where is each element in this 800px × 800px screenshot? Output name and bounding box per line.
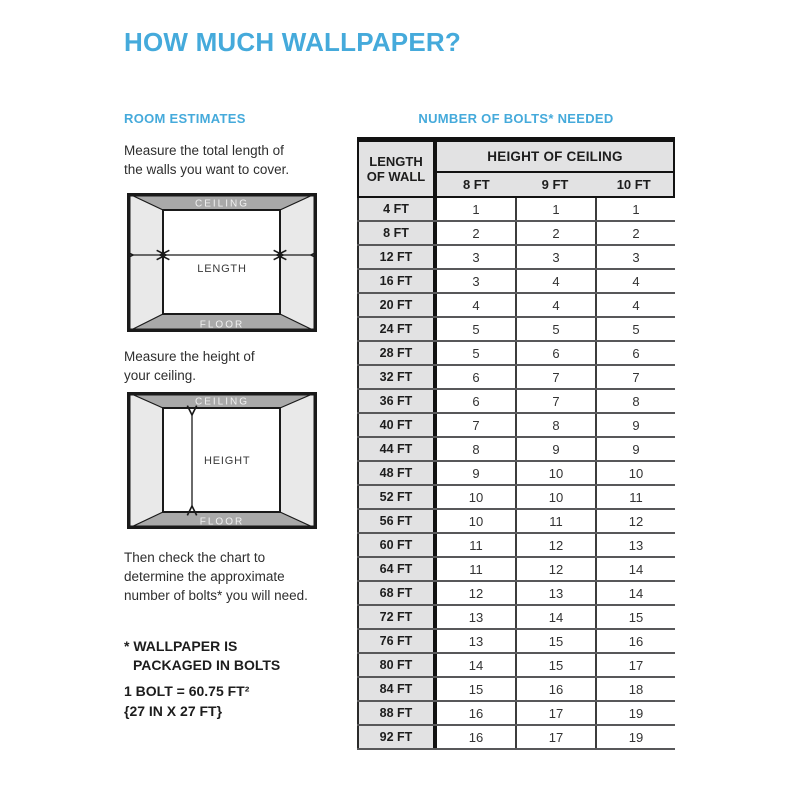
table-row: [357, 342, 675, 366]
table-row: [357, 438, 675, 462]
table-row: [357, 222, 675, 246]
bolt-count-cell: 1: [517, 198, 597, 220]
wall-length-label: 56 FT: [357, 510, 437, 532]
table-row: [357, 198, 675, 222]
instruction-step-3-line-2: determine the approximate: [124, 569, 285, 584]
page-title: HOW MUCH WALLPAPER?: [124, 27, 461, 57]
bolt-count-cell: 6: [437, 366, 517, 388]
group-header-height-of-ceiling: HEIGHT OF CEILING: [437, 142, 675, 173]
bolt-count-cell: 5: [437, 342, 517, 364]
table-row: [357, 294, 675, 318]
bolt-count-cell: 19: [628, 705, 644, 721]
wallpaper-bolts-footnote: [124, 637, 280, 675]
wall-length-label: 36 FT: [357, 390, 437, 412]
table-row: [357, 510, 675, 534]
wall-length-label: 4 FT: [357, 198, 437, 220]
table-row: [357, 606, 675, 630]
bolt-count-cell: 17: [628, 657, 644, 673]
wall-length-label: 28 FT: [357, 342, 437, 364]
col-header-8ft: 8 FT: [462, 177, 490, 192]
wall-length-label: 52 FT: [357, 486, 437, 508]
bolt-count-cell: 8: [632, 393, 640, 409]
corner-header-line-2: OF WALL: [366, 169, 426, 184]
left-wall: [127, 193, 163, 332]
table-row: [357, 534, 675, 558]
instruction-step-3: [124, 548, 308, 605]
table-row: [357, 582, 675, 606]
bolt-count-cell: 18: [628, 681, 644, 697]
table-row: [357, 414, 675, 438]
bolt-count-cell: 3: [632, 249, 640, 265]
length-label: LENGTH: [197, 263, 247, 275]
bolt-count-cell: 11: [629, 489, 643, 505]
bolt-count-cell: 14: [628, 585, 644, 601]
bolt-count-cell: 5: [517, 318, 597, 340]
wall-length-label: 12 FT: [357, 246, 437, 268]
bolt-count-cell: 12: [437, 582, 517, 604]
instruction-step-3-line-3: number of bolts* you will need.: [124, 588, 308, 603]
bolt-count-cell: 4: [437, 294, 517, 316]
table-row: [357, 390, 675, 414]
wall-length-label: 8 FT: [357, 222, 437, 244]
wall-length-label: 72 FT: [357, 606, 437, 628]
bolt-count-cell: 8: [437, 438, 517, 460]
section-heading-room-estimates: ROOM ESTIMATES: [124, 111, 246, 126]
bolt-size-line-1: 1 BOLT = 60.75 FT²: [124, 683, 250, 699]
bolt-count-cell: 13: [437, 630, 517, 652]
bolt-count-cell: 9: [632, 417, 640, 433]
bolt-count-cell: 4: [632, 297, 640, 313]
bolt-size-line-2: {27 IN X 27 FT}: [124, 703, 223, 719]
room-height-diagram: [127, 392, 317, 529]
bolt-count-cell: 16: [437, 702, 517, 724]
bolt-count-cell: 15: [628, 609, 644, 625]
bolt-count-cell: 9: [517, 438, 597, 460]
footnote-line-1: * WALLPAPER IS: [124, 638, 238, 654]
instruction-step-1: [124, 141, 289, 179]
floor-label: FLOOR: [199, 319, 245, 331]
bolt-count-cell: 2: [632, 225, 640, 241]
bolt-count-cell: 9: [632, 441, 640, 457]
bolt-count-cell: 6: [517, 342, 597, 364]
bolt-count-cell: 17: [517, 726, 597, 748]
instruction-step-2-line-2: your ceiling.: [124, 368, 197, 383]
col-header-10ft: 10 FT: [616, 177, 651, 192]
bolt-count-cell: 4: [517, 294, 597, 316]
table-row: [357, 486, 675, 510]
corner-header-line-1: LENGTH: [369, 154, 423, 169]
bolt-count-cell: 13: [437, 606, 517, 628]
table-row: [357, 246, 675, 270]
table-row: [357, 678, 675, 702]
bolt-count-cell: 4: [632, 273, 640, 289]
bolt-count-cell: 13: [628, 537, 644, 553]
wall-length-label: 60 FT: [357, 534, 437, 556]
instruction-step-1-line-1: Measure the total length of: [124, 143, 284, 158]
footnote-line-2: PACKAGED IN BOLTS: [133, 657, 281, 673]
table-row: [357, 726, 675, 750]
table-row: [357, 462, 675, 486]
ceiling-header-block: [437, 142, 675, 198]
right-wall: [280, 193, 317, 332]
wall-length-label: 80 FT: [357, 654, 437, 676]
col-header-9ft: 9 FT: [541, 177, 569, 192]
bolt-count-cell: 13: [517, 582, 597, 604]
bolt-count-cell: 14: [437, 654, 517, 676]
table-header: [357, 137, 675, 198]
wall-length-label: 32 FT: [357, 366, 437, 388]
wall-length-label: 20 FT: [357, 294, 437, 316]
bolt-count-cell: 15: [517, 654, 597, 676]
bolt-count-cell: 2: [517, 222, 597, 244]
bolt-count-cell: 1: [437, 198, 517, 220]
bolt-count-cell: 10: [517, 462, 597, 484]
bolt-count-cell: 6: [437, 390, 517, 412]
back-wall: [163, 210, 280, 314]
bolt-count-cell: 5: [437, 318, 517, 340]
bolt-count-cell: 11: [437, 534, 517, 556]
bolt-count-cell: 5: [632, 321, 640, 337]
table-body: [357, 198, 675, 750]
table-row: [357, 630, 675, 654]
wall-length-label: 84 FT: [357, 678, 437, 700]
wall-length-label: 68 FT: [357, 582, 437, 604]
wall-length-label: 24 FT: [357, 318, 437, 340]
instruction-step-2-line-1: Measure the height of: [124, 349, 255, 364]
bolt-count-cell: 10: [437, 510, 517, 532]
wall-length-label: 16 FT: [357, 270, 437, 292]
floor-label: FLOOR: [199, 516, 245, 528]
table-row: [357, 702, 675, 726]
bolt-count-cell: 11: [437, 558, 517, 580]
bolt-count-cell: 12: [517, 534, 597, 556]
bolt-count-cell: 7: [517, 390, 597, 412]
room-length-diagram: [127, 193, 317, 332]
wall-length-label: 92 FT: [357, 726, 437, 748]
wall-length-label: 76 FT: [357, 630, 437, 652]
bolt-count-cell: 4: [517, 270, 597, 292]
bolt-count-cell: 3: [437, 270, 517, 292]
ceiling-label: CEILING: [194, 198, 250, 210]
table-row: [357, 654, 675, 678]
table-row: [357, 270, 675, 294]
wall-length-label: 44 FT: [357, 438, 437, 460]
bolt-count-cell: 16: [517, 678, 597, 700]
instruction-step-3-line-1: Then check the chart to: [124, 550, 266, 565]
instruction-step-2: [124, 347, 255, 385]
wall-length-label: 64 FT: [357, 558, 437, 580]
wall-length-label: 88 FT: [357, 702, 437, 724]
table-row: [357, 558, 675, 582]
height-label: HEIGHT: [204, 455, 251, 467]
bolt-count-cell: 14: [628, 561, 644, 577]
bolt-count-cell: 1: [632, 201, 640, 217]
bolt-count-cell: 3: [437, 246, 517, 268]
wall-length-label: 48 FT: [357, 462, 437, 484]
instruction-step-1-line-2: the walls you want to cover.: [124, 162, 290, 177]
bolt-count-cell: 15: [437, 678, 517, 700]
bolt-count-cell: 11: [517, 510, 597, 532]
table-heading: NUMBER OF BOLTS* NEEDED: [418, 111, 614, 126]
bolt-count-cell: 12: [628, 513, 644, 529]
bolt-count-cell: 10: [628, 465, 644, 481]
bolt-count-cell: 8: [517, 414, 597, 436]
bolt-count-cell: 7: [437, 414, 517, 436]
bolt-count-cell: 12: [517, 558, 597, 580]
bolt-count-cell: 14: [517, 606, 597, 628]
bolt-count-cell: 10: [437, 486, 517, 508]
column-headers-row: [437, 173, 675, 198]
bolt-count-cell: 2: [437, 222, 517, 244]
bolt-count-cell: 3: [517, 246, 597, 268]
corner-header-length-of-wall: [357, 142, 437, 198]
bolt-count-cell: 7: [632, 369, 640, 385]
table-row: [357, 366, 675, 390]
bolts-table: [357, 137, 675, 750]
bolt-count-cell: 17: [517, 702, 597, 724]
bolt-count-cell: 7: [517, 366, 597, 388]
bolt-count-cell: 6: [632, 345, 640, 361]
bolt-count-cell: 16: [437, 726, 517, 748]
right-wall: [280, 392, 317, 529]
bolt-count-cell: 15: [517, 630, 597, 652]
bolt-count-cell: 19: [628, 729, 644, 745]
wall-length-label: 40 FT: [357, 414, 437, 436]
bolt-count-cell: 10: [517, 486, 597, 508]
ceiling-label: CEILING: [194, 396, 250, 408]
bolt-count-cell: 9: [437, 462, 517, 484]
table-row: [357, 318, 675, 342]
bolt-count-cell: 16: [628, 633, 644, 649]
bolt-size-note: [124, 681, 249, 721]
left-wall: [127, 392, 163, 529]
